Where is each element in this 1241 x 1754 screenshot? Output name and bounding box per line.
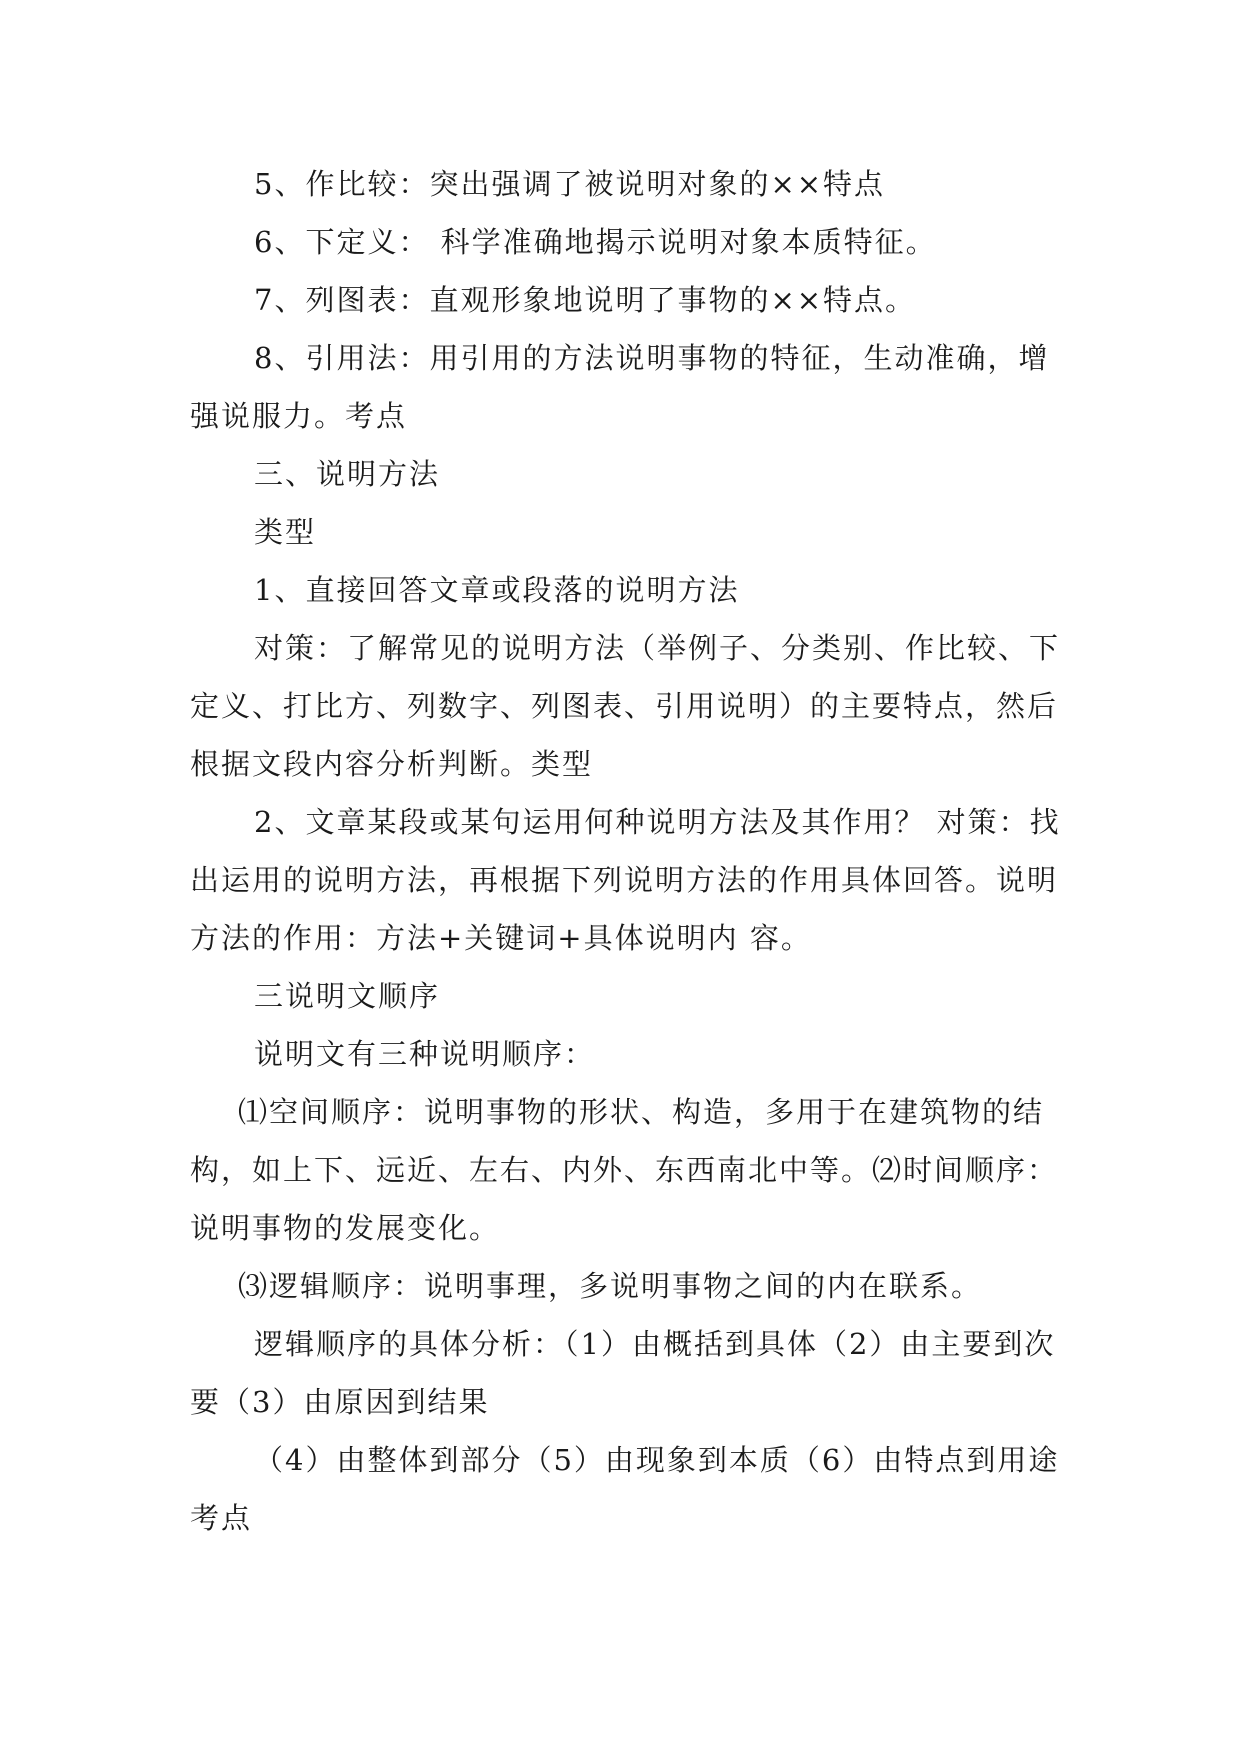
- paragraph-type-2: 2、文章某段或某句运用何种说明方法及其作用？ 对策：找出运用的说明方法，再根据下列说明方法的作用具体回答。说明方法的作用：方法+关键词+具体说明内 容。: [190, 805, 1061, 955]
- document-body: [190, 155, 1070, 1547]
- section-heading-methods: 三、说明方法: [254, 457, 441, 491]
- paragraph-strategy-1: 对策：了解常见的说明方法（举例子、分类别、作比较、下定义、打比方、列数字、列图表、引用说明）的主要特点，然后根据文段内容分析判断。类型: [190, 631, 1061, 781]
- paragraph-chart: 7、列图表：直观形象地说明了事物的××特点。: [254, 283, 917, 317]
- paragraph-spatial-order: ⑴空间顺序：说明事物的形状、构造，多用于在建筑物的结构，如上下、远近、左右、内外、东西南北中等。⑵时间顺序：说明事物的发展变化。: [190, 1095, 1059, 1245]
- paragraph-logical-order: ⑶逻辑顺序：说明事理，多说明事物之间的内在联系。: [238, 1269, 983, 1303]
- paragraph-logical-analysis: 逻辑顺序的具体分析：（1）由概括到具体（2）由主要到次要（3）由原因到结果: [190, 1327, 1056, 1419]
- section-heading-order: 三说明文顺序: [254, 979, 441, 1013]
- paragraph-comparison: 5、作比较：突出强调了被说明对象的××特点: [254, 167, 886, 201]
- paragraph-type-label: 类型: [254, 515, 317, 549]
- paragraph-type-1: 1、直接回答文章或段落的说明方法: [254, 573, 740, 607]
- paragraph-citation: 8、引用法：用引用的方法说明事物的特征，生动准确，增强说服力。考点: [190, 341, 1050, 433]
- paragraph-three-orders: 说明文有三种说明顺序：: [254, 1037, 596, 1071]
- paragraph-logical-analysis-cont: （4）由整体到部分（5）由现象到本质（6）由特点到用途 考点: [190, 1443, 1060, 1535]
- paragraph-definition: 6、下定义： 科学准确地揭示说明对象本质特征。: [254, 225, 937, 259]
